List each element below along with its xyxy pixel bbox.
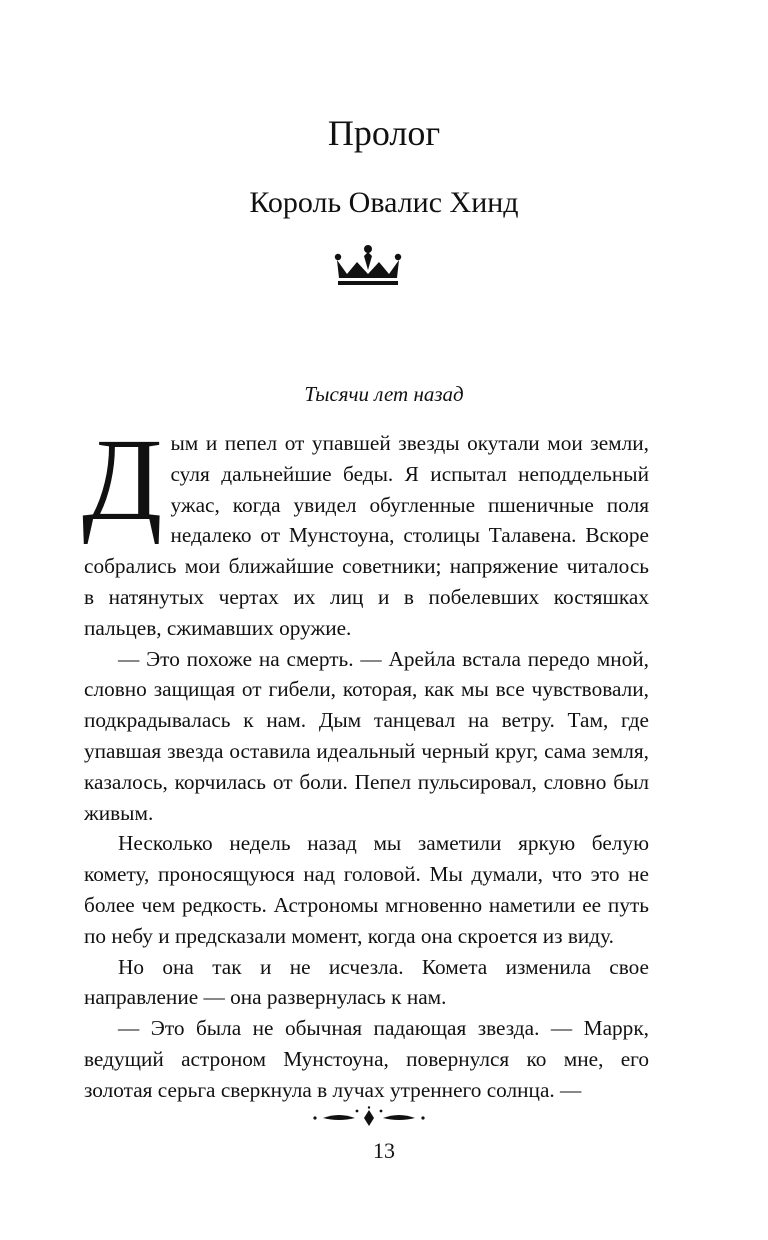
paragraph-text: ым и пепел от упавшей звезды окутали мои земли, суля дальнейшие беды. Я испытал неподдельный ужас, когда увидел обугленные пшеничные поля недалеко от Мунстоуна, столицы Талавена. Вскоре собрались мои ближайшие советники; напряжение читалось в натянутых чертах их лиц и в побелевших костяшках пальцев, сжимавших оружие.	[84, 431, 649, 640]
paragraph: Несколько недель назад мы заметили яркую белую комету, проносящуюся над головой. Мы думали, что это не более чем редкость. Астрономы мгновенно наметили ее путь по небу и предсказали момент, когда она скроется из виду.	[84, 831, 649, 948]
page-number: 13	[373, 1138, 395, 1163]
drop-cap: Д	[82, 414, 163, 545]
paragraph: — Это похоже на смерть. — Арейла встала передо мной, словно защищая от гибели, которая, как мы все чувствовали, подкрадывалась к нам. Дым танцевал на ветру. Там, где упавшая звезда оставила идеальный черный круг, сама земля, казалось, корчилась от боли. Пепел пульсировал, словно был живым.	[84, 646, 649, 825]
chapter-body	[82, 414, 649, 1106]
dateline: Тысячи лет назад	[304, 382, 464, 406]
paragraph	[82, 414, 649, 644]
crown-icon	[333, 244, 403, 288]
flourish-icon	[309, 1106, 429, 1128]
chapter-title: Пролог	[327, 113, 441, 153]
chapter-subtitle: Король Овалис Хинд	[249, 186, 519, 219]
paragraph: Но она так и не исчезла. Комета изменила свое направление — она развернулась к нам.	[84, 954, 649, 1010]
paragraph: — Это была не обычная падающая звезда. — Маррк, ведущий астроном Мунстоуна, повернулся ко мне, его золотая серьга сверкнула в лучах утреннего солнца. —	[84, 1016, 649, 1102]
